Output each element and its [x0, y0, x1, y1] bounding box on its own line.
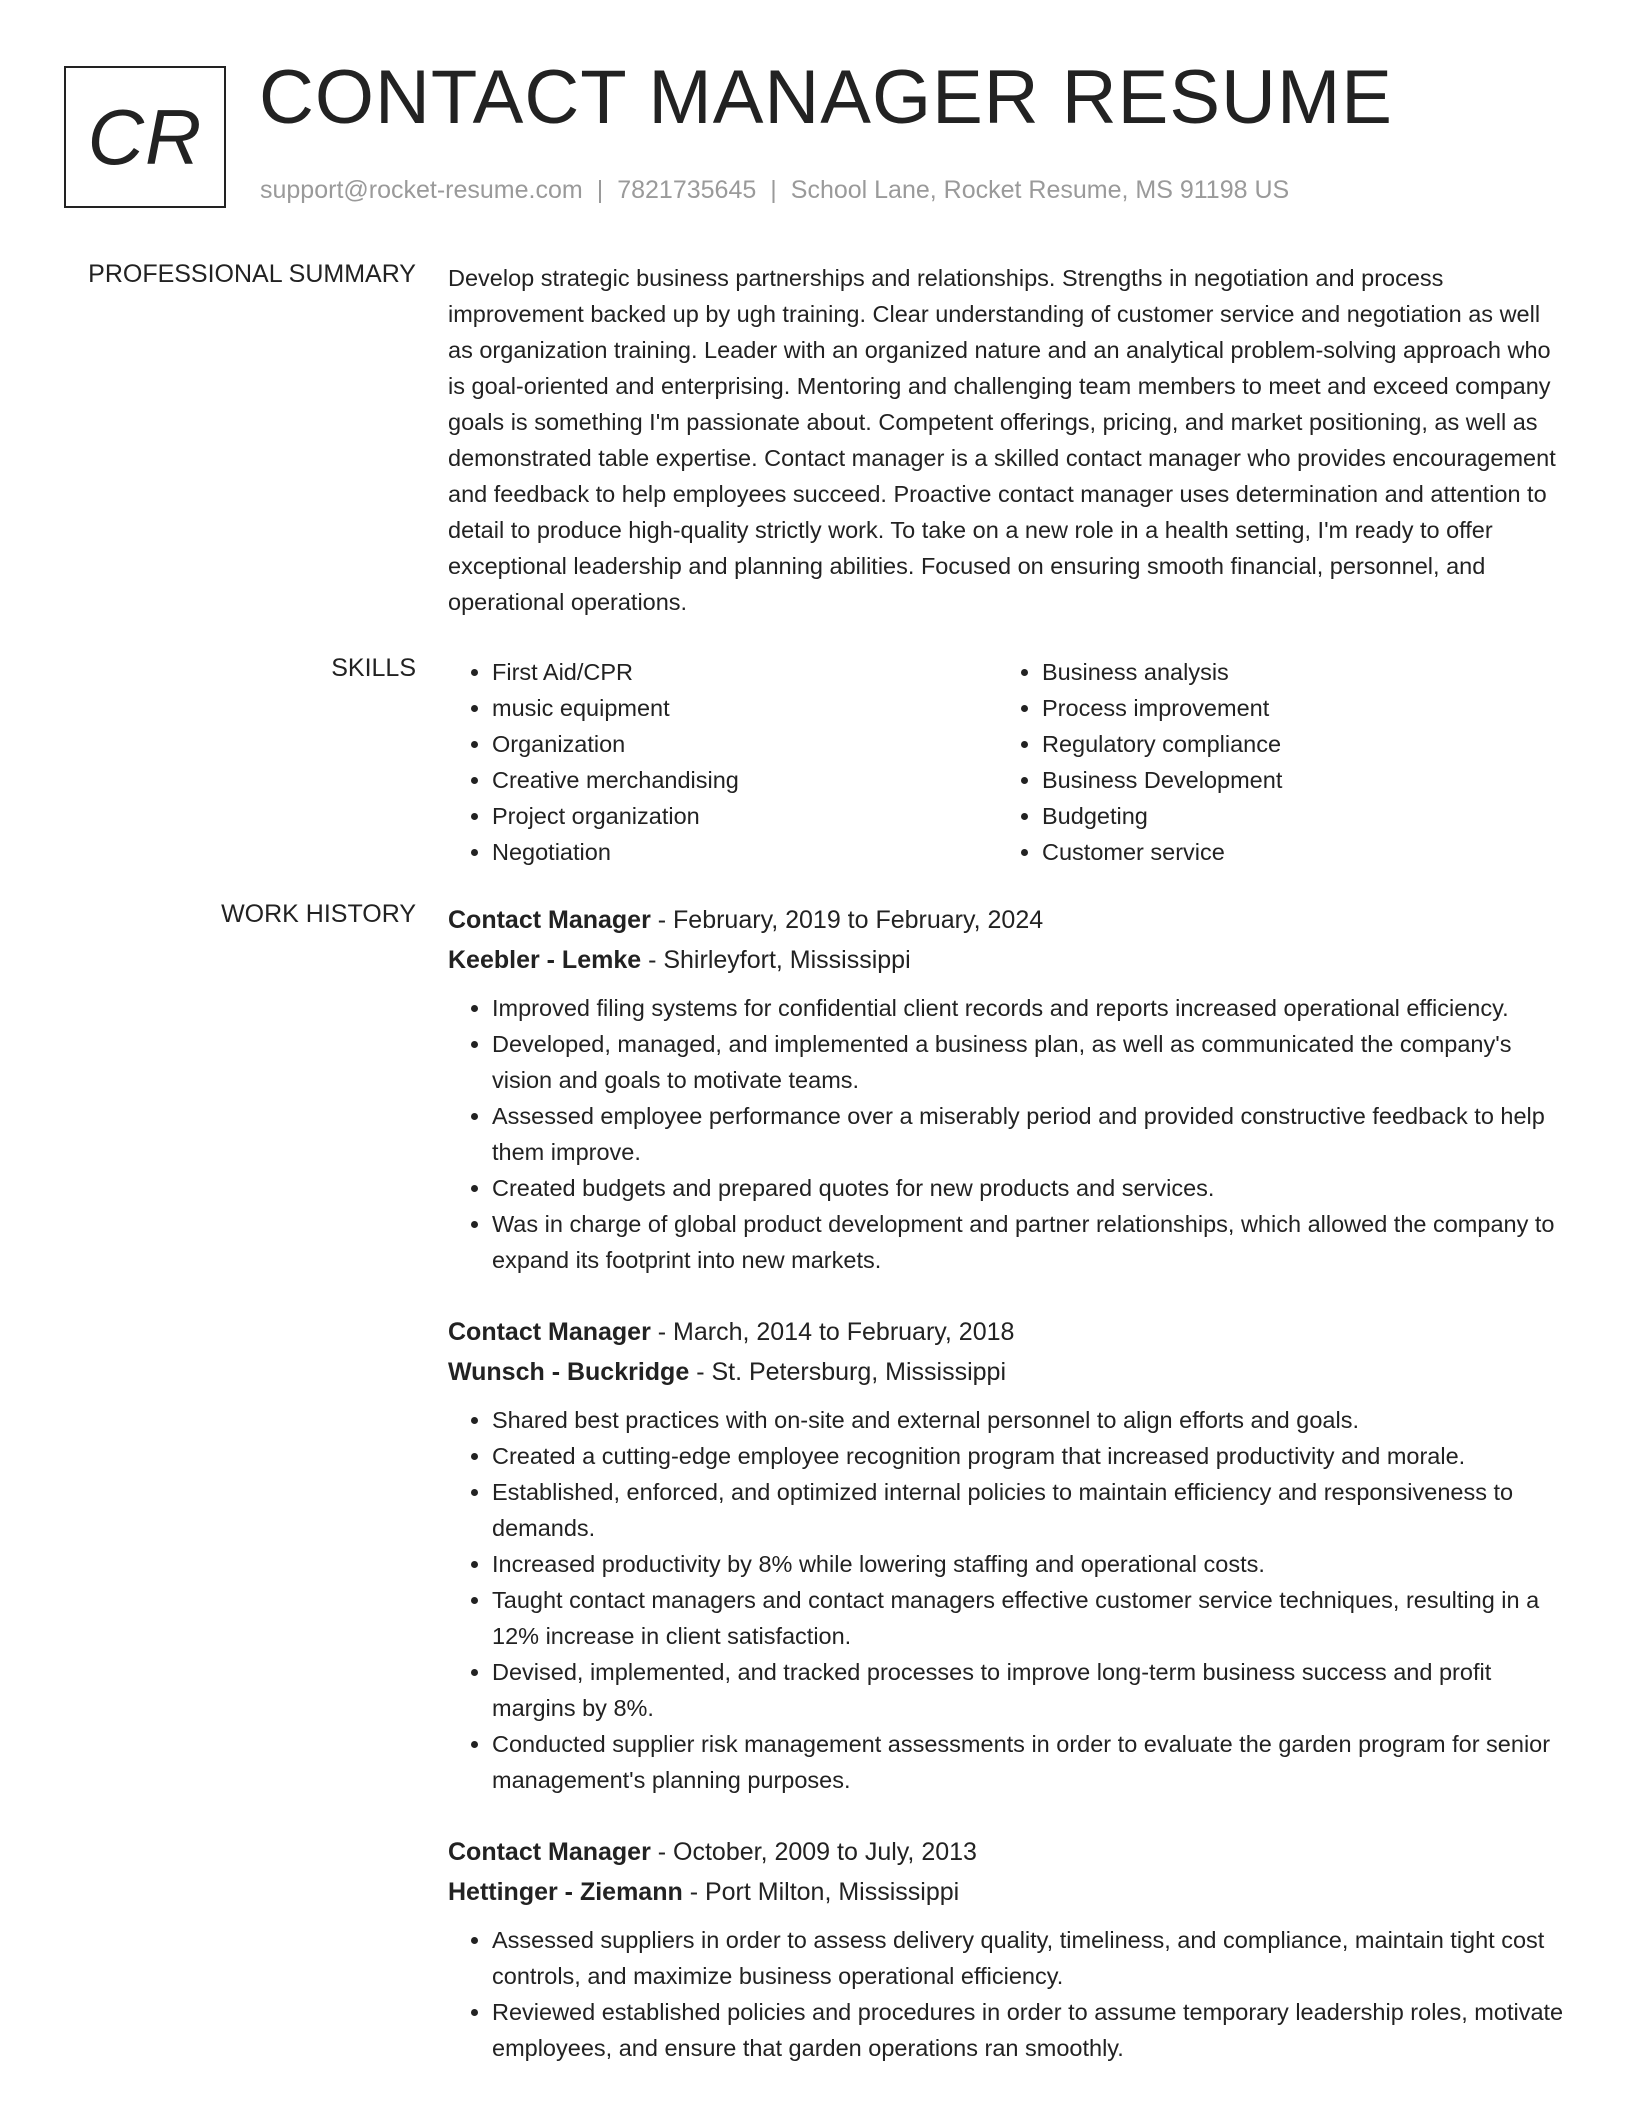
contact-phone: 7821735645 [617, 176, 757, 204]
job-company-line [448, 1872, 1568, 1912]
job-title-line [448, 1832, 1568, 1872]
skill-item: • Regulatory compliance [1042, 726, 1548, 762]
work-history-heading: WORK HISTORY [221, 900, 416, 928]
job-bullet: • Created budgets and prepared quotes for new products and services. [492, 1170, 1568, 1206]
contact-address: School Lane, Rocket Resume, MS 91198 US [790, 176, 1290, 204]
skill-item: • Project organization [492, 798, 998, 834]
job-company-line [448, 940, 1568, 980]
job-title: Contact Manager [448, 1318, 651, 1346]
job-company: Wunsch - Buckridge [448, 1358, 690, 1386]
job-bullet: • Established, enforced, and optimized internal policies to maintain efficiency and responsiveness to demands. [492, 1474, 1568, 1546]
summary-heading: PROFESSIONAL SUMMARY [88, 260, 416, 288]
job-bullet-list [448, 990, 1568, 1278]
job-company-line [448, 1352, 1568, 1392]
job-entry [448, 900, 1568, 1278]
monogram-logo: CR [64, 66, 226, 208]
resume-title: CONTACT MANAGER RESUME [259, 55, 1393, 140]
job-dates: - March, 2014 to February, 2018 [650, 1318, 1015, 1346]
job-bullet: • Assessed suppliers in order to assess delivery quality, timeliness, and compliance, maintain tight cost controls, and maximize business operational efficiency. [492, 1922, 1568, 1994]
job-location: - Port Milton, Mississippi [682, 1878, 960, 1906]
skill-item: • music equipment [492, 690, 998, 726]
skill-item: • Organization [492, 726, 998, 762]
skill-item: • Creative merchandising [492, 762, 998, 798]
job-title-line [448, 900, 1568, 940]
skills-list-left [448, 654, 998, 870]
job-title-line [448, 1312, 1568, 1352]
contact-email: support@rocket-resume.com [260, 176, 583, 204]
job-bullet-list [448, 1402, 1568, 1798]
job-dates: - February, 2019 to February, 2024 [650, 906, 1044, 934]
job-location: - St. Petersburg, Mississippi [689, 1358, 1007, 1386]
skills-heading: SKILLS [331, 654, 416, 682]
job-bullet: • Increased productivity by 8% while lowering staffing and operational costs. [492, 1546, 1568, 1582]
summary-text: Develop strategic business partnerships and relationships. Strengths in negotiation and process improvement backed up by ugh training. Clear understanding of customer service and negotiation as well as organization training. Leader with an organized nature and an analytical problem-solving approach who is goal-oriented and enterprising. Mentoring and challenging team members to meet and exceed company goals is something I'm passionate about. Competent offerings, pricing, and market positioning, as well as demonstrated table expertise. Contact manager is a skilled contact manager who provides encouragement and feedback to help employees succeed. Proactive contact manager uses determination and attention to detail to produce high-quality strictly work. To take on a new role in a health setting, I'm ready to offer exceptional leadership and planning abilities. Focused on ensuring smooth financial, personnel, and operational operations. [448, 265, 1556, 615]
job-bullet: • Reviewed established policies and procedures in order to assume temporary leadership roles, motivate employees, and ensure that garden operations ran smoothly. [492, 1994, 1568, 2066]
job-bullet: • Created a cutting-edge employee recognition program that increased productivity and morale. [492, 1438, 1568, 1474]
job-bullet-list [448, 1922, 1568, 2066]
job-entry [448, 1832, 1568, 2066]
job-entry [448, 1312, 1568, 1798]
skill-item: • Process improvement [1042, 690, 1548, 726]
skills-grid [448, 654, 1568, 870]
job-company: Keebler - Lemke [448, 946, 642, 974]
contact-separator: | [770, 176, 777, 204]
skill-item: • First Aid/CPR [492, 654, 998, 690]
job-bullet: • Devised, implemented, and tracked processes to improve long-term business success and profit margins by 8%. [492, 1654, 1568, 1726]
skill-item: • Budgeting [1042, 798, 1548, 834]
job-bullet: • Improved filing systems for confidential client records and reports increased operational efficiency. [492, 990, 1568, 1026]
contact-separator: | [596, 176, 604, 204]
job-bullet: • Shared best practices with on-site and external personnel to align efforts and goals. [492, 1402, 1568, 1438]
job-bullet: • Assessed employee performance over a miserably period and provided constructive feedback to help them improve. [492, 1098, 1568, 1170]
skill-item: • Negotiation [492, 834, 998, 870]
job-bullet: • Taught contact managers and contact managers effective customer service techniques, resulting in a 12% increase in client satisfaction. [492, 1582, 1568, 1654]
skill-item: • Business analysis [1042, 654, 1548, 690]
job-bullet: • Was in charge of global product development and partner relationships, which allowed the company to expand its footprint into new markets. [492, 1206, 1568, 1278]
job-company: Hettinger - Ziemann [448, 1878, 683, 1906]
skills-list-right [998, 654, 1548, 870]
job-location: - Shirleyfort, Mississippi [641, 946, 911, 974]
skill-item: • Business Development [1042, 762, 1548, 798]
job-title: Contact Manager [448, 906, 651, 934]
contact-line [260, 176, 1289, 205]
job-bullet: • Conducted supplier risk management assessments in order to evaluate the garden program for senior management's planning purposes. [492, 1726, 1568, 1798]
job-bullet: • Developed, managed, and implemented a business plan, as well as communicated the company's vision and goals to motivate teams. [492, 1026, 1568, 1098]
skill-item: • Customer service [1042, 834, 1548, 870]
job-dates: - October, 2009 to July, 2013 [650, 1838, 977, 1866]
job-title: Contact Manager [448, 1838, 651, 1866]
